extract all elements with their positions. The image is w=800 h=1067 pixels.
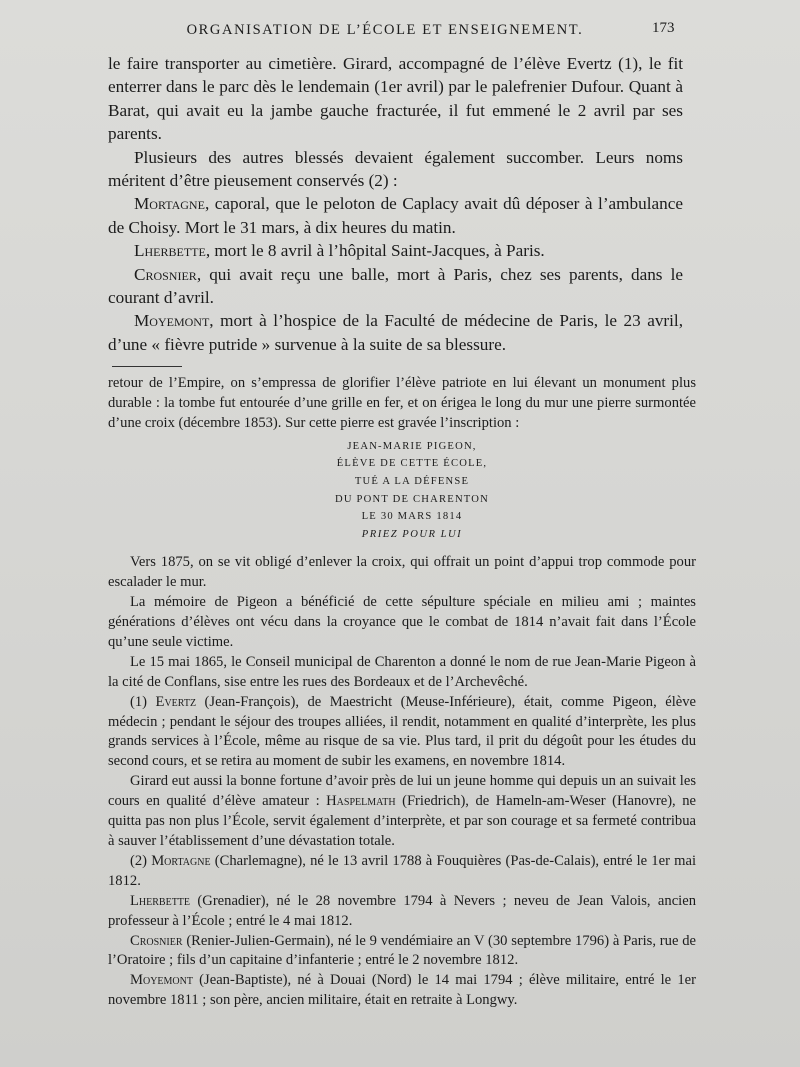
entry-text: , caporal, que le peloton de Caplacy avait dû déposer à l’ambulance de Choisy. Mort le 31 mars, à dix heures du matin. <box>108 194 683 237</box>
entry-crosnier <box>108 263 683 310</box>
name-mortagne: Mortagne <box>134 194 205 214</box>
page-number: 173 <box>652 20 675 36</box>
name-crosnier: Crosnier <box>134 264 197 284</box>
name-moyemont: Moyemont <box>134 311 210 331</box>
inscription-line: JEAN-MARIE PIGEON, <box>347 440 477 452</box>
name-lherbette: Lherbette <box>134 241 206 261</box>
footnote-rule <box>112 366 182 367</box>
inscription-line: PRIEZ POUR LUI <box>361 528 463 540</box>
note-text: (Jean-François), de Maestricht (Meuse-Inférieure), était, comme Pigeon, élève médecin ; pendant le séjour des troupes alliées, il rendit, notamment en qualité d’interprète, les plus grands services à l’École, même au risque de sa vie. Plus tard, il prit du dégoût pour les études du second cours, et se retira au moment de subir les examens, en novembre 1814. <box>108 693 697 770</box>
footnotes <box>108 374 696 1011</box>
note-paragraph: Vers 1875, on se vit obligé d’enlever la croix, qui offrait un point d’appui trop commode pour escalader le mur. <box>108 554 696 591</box>
entry-text: , mort à l’hospice de la Faculté de médecine de Paris, le 23 avril, d’une « fièvre putride » survenue à la suite de sa blessure. <box>108 311 683 354</box>
note-text: (Grenadier), né le 28 novembre 1794 à Nevers ; neveu de Jean Valois, ancien professeur à l’École ; entré le 4 mai 1812. <box>108 892 696 929</box>
entry-moyemont <box>108 309 683 356</box>
note-text: (Charlemagne), né le 13 avril 1788 à Fouquières (Pas-de-Calais), entré le 1er mai 1812. <box>108 852 696 889</box>
note-entry <box>108 932 696 972</box>
entry-text: , mort le 8 avril à l’hôpital Saint-Jacques, à Paris. <box>205 241 545 261</box>
main-text <box>108 52 683 356</box>
note-entry <box>108 971 696 1011</box>
inscription-line: TUÉ A LA DÉFENSE <box>354 475 470 487</box>
note-continuation: retour de l’Empire, on s’empressa de glorifier l’élève patriote en lui élevant un monument plus durable : la tombe fut entourée d’une grille en fer, et on érigea le long du mur une pierre surmontée d’une croix (décembre 1853). Sur cette pierre est gravée l’inscription : <box>108 375 696 431</box>
entry-text: , qui avait reçu une balle, mort à Paris, chez ses parents, dans le courant d’avril. <box>108 264 683 308</box>
name-mortagne: Mortagne <box>151 852 211 869</box>
inscription-line: ÉLÈVE DE CETTE ÉCOLE, <box>336 458 488 470</box>
note-text: Girard eut aussi la bonne fortune d’avoir près de lui un jeune homme qui depuis un an suivait les cours en qualité d’élève amateur : <box>108 773 696 810</box>
footnote-marker: (2) <box>130 852 152 869</box>
entry-lherbette <box>108 239 683 262</box>
name-crosnier: Crosnier <box>130 932 183 949</box>
inscription-line: DU PONT DE CHARENTON <box>335 493 489 505</box>
inscription <box>128 438 696 544</box>
footnote-marker: (1) <box>130 693 156 710</box>
entry-mortagne <box>108 192 683 239</box>
paragraph-burial: le faire transporter au cimetière. Girard, accompagné de l’élève Evertz (1), le fit enterrer dans le parc dès le lendemain (1er avril) par le palefrenier Dufour. Quant à Barat, qui avait eu la jambe gauche fracturée, il fut emmené le 2 avril par ses parents. <box>108 54 683 144</box>
note-paragraph <box>108 772 696 852</box>
running-head: ORGANISATION DE L’ÉCOLE ET ENSEIGNEMENT. <box>186 22 584 38</box>
name-haspelmath: Haspelmath <box>326 793 396 810</box>
note-text: (Jean-Baptiste), né à Douai (Nord) le 14 mai 1794 ; élève militaire, entré le 1er novembre 1811 ; son père, ancien militaire, était en retraite à Longwy. <box>108 972 696 1009</box>
name-moyemont: Moyemont <box>130 972 193 989</box>
note-paragraph: Le 15 mai 1865, le Conseil municipal de Charenton a donné le nom de rue Jean-Marie Pigeon à la cité de Conflans, sise entre les rues des Bordeaux et de l’Archevêché. <box>108 653 696 690</box>
note-text: (Friedrich), de Hameln-am-Weser (Hanovre), ne quitta pas non plus l’École, servit également d’interprète, et par son courage et sa fermeté contribua à sauver l’établissement d’une dévastation totale. <box>108 793 696 849</box>
name-lherbette: Lherbette <box>130 892 191 909</box>
inscription-line: LE 30 MARS 1814 <box>361 511 463 523</box>
note-text: (Renier-Julien-Germain), né le 9 vendémiaire an V (30 septembre 1796) à Paris, rue de l’Oratoire ; fils d’un capitaine d’infanterie ; entré le 2 novembre 1812. <box>108 932 696 969</box>
footnote-2 <box>108 852 696 892</box>
note-paragraph: La mémoire de Pigeon a bénéficié de cette sépulture spéciale en milieu ami ; maintes générations d’élèves ont vécu dans la croyance que le combat de 1814 n’avait fait dans l’École qu’une seule victime. <box>108 594 696 650</box>
note-entry <box>108 892 696 932</box>
footnote-1 <box>108 693 696 773</box>
paragraph-wounded: Plusieurs des autres blessés devaient également succomber. Leurs noms méritent d’être pieusement conservés (2) : <box>108 147 683 191</box>
name-evertz: Evertz <box>155 693 197 710</box>
